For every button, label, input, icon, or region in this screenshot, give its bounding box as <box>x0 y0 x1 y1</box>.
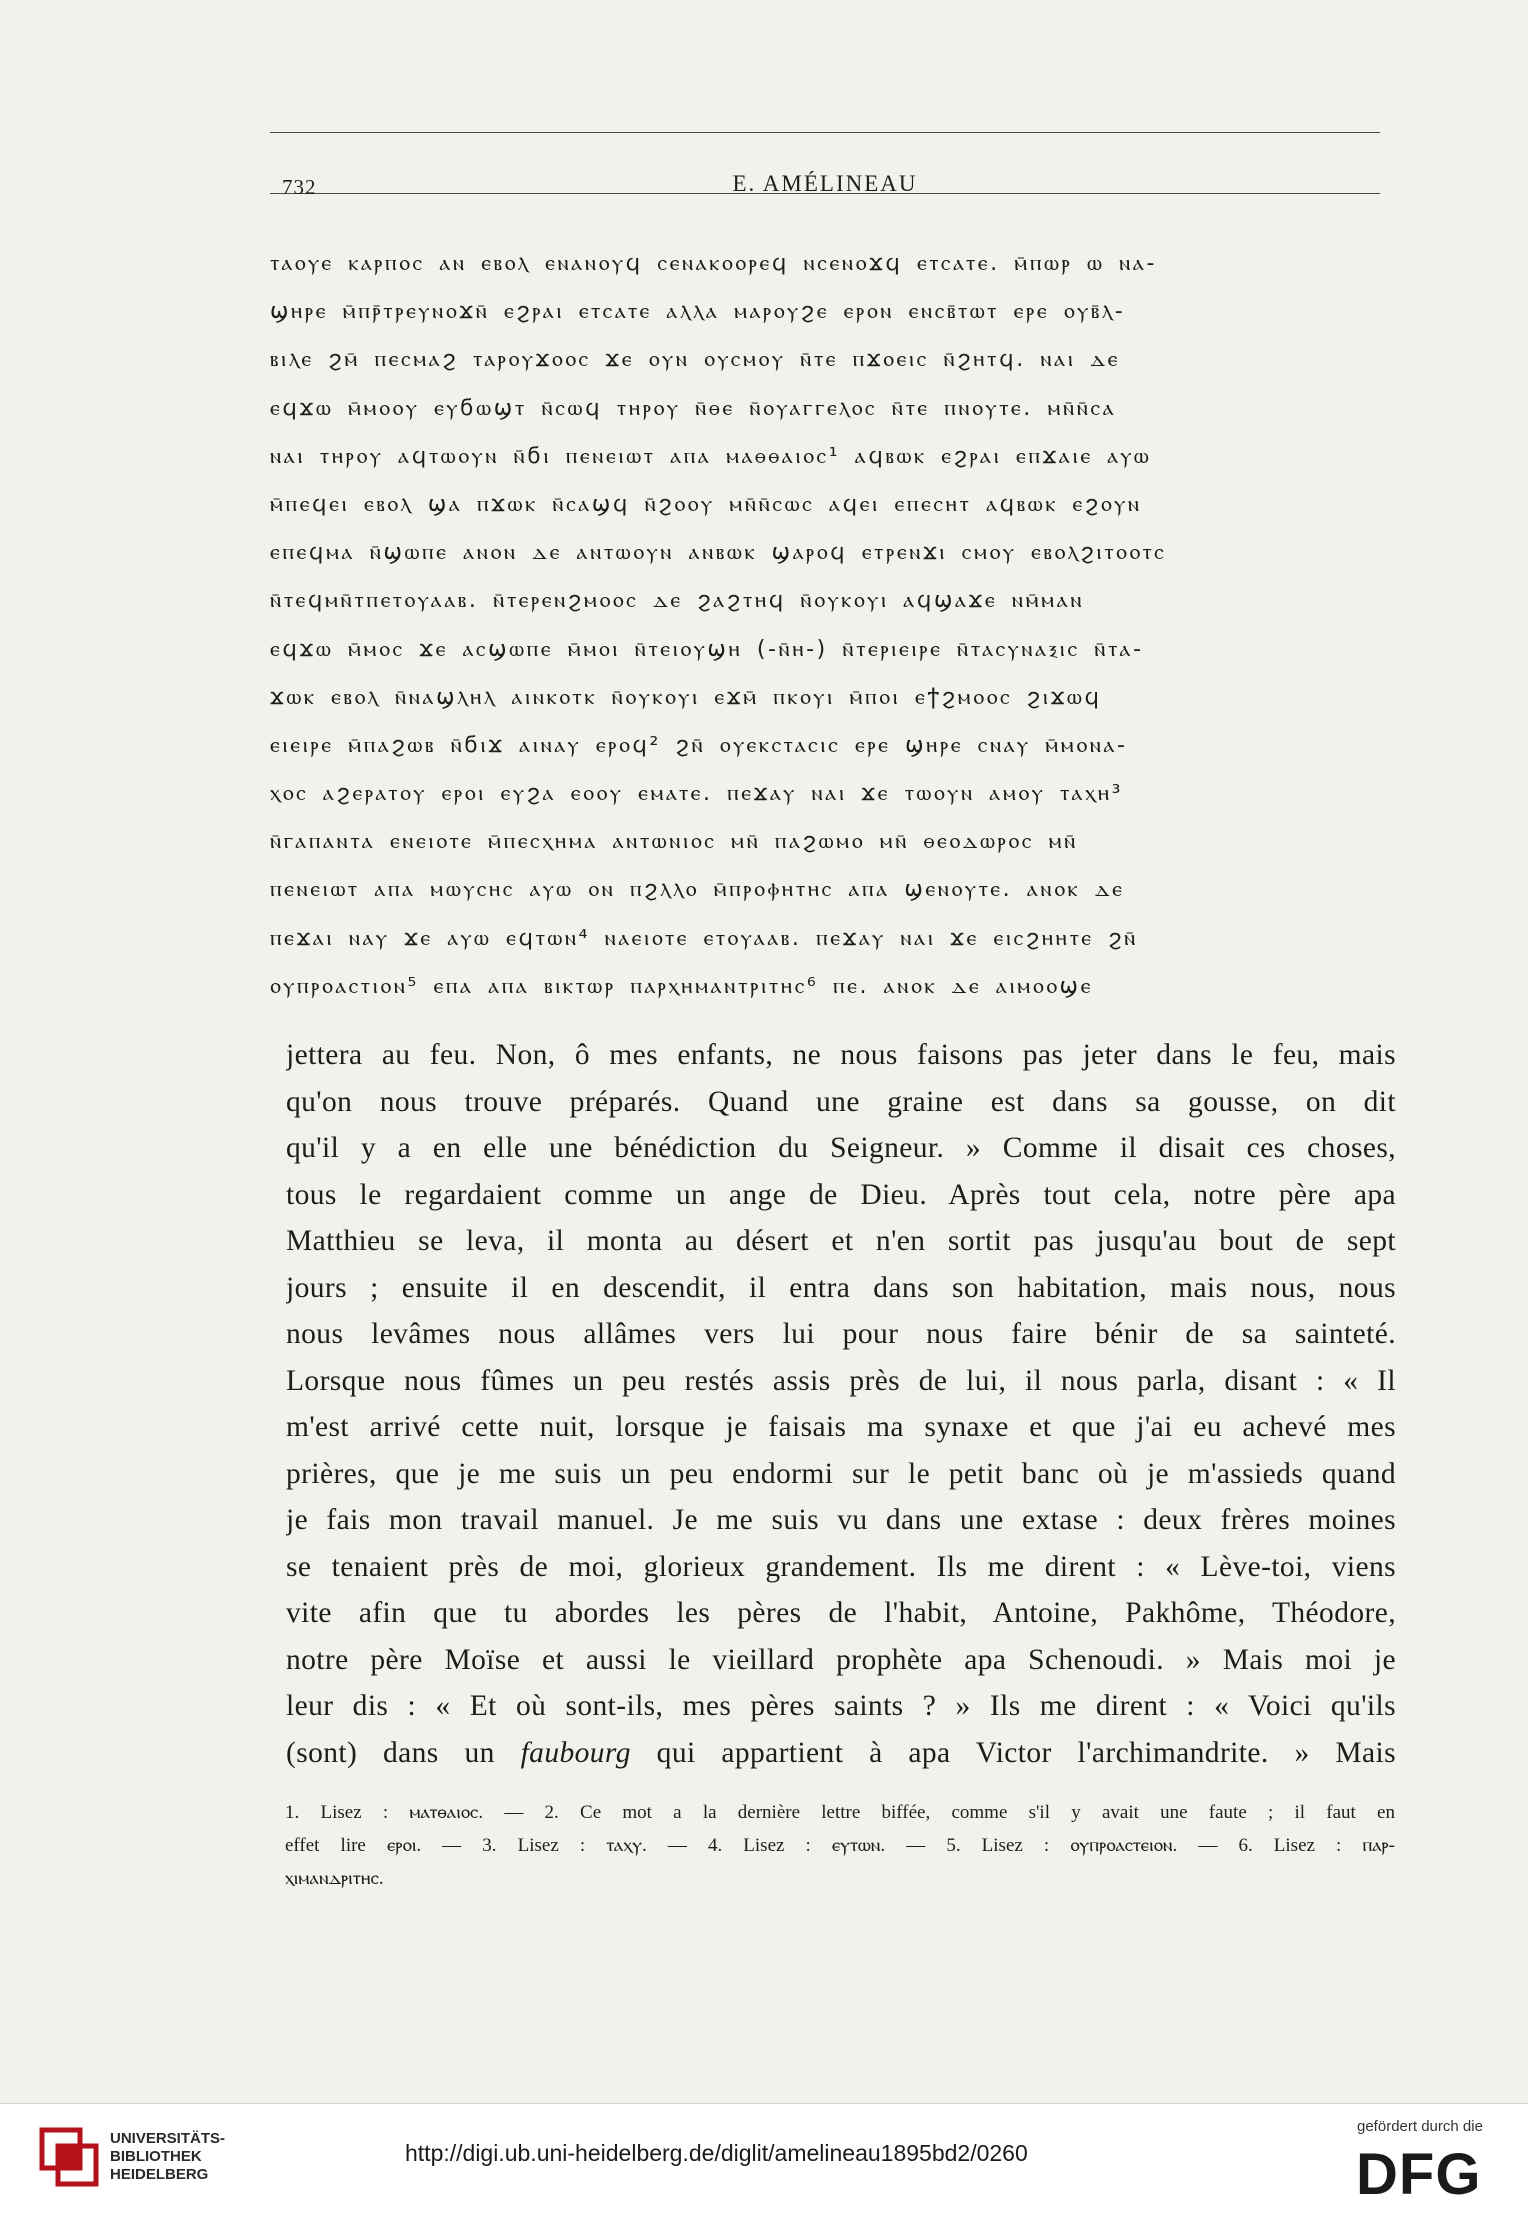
coptic-line: ⲛⲁⲓ ⲧⲏⲣⲟⲩ ⲁϥⲧⲱⲟⲩⲛ ⲛ̄ϭⲓ ⲡⲉⲛⲉⲓⲱⲧ ⲁⲡⲁ ⲙⲁⲑⲑⲁⲓⲟⲥ¹ ⲁϥⲃⲱⲕ ⲉϩⲣⲁⲓ ⲉⲡϫⲁⲓⲉ ⲁⲩⲱ <box>270 443 1152 469</box>
coptic-line: ⲉⲓⲉⲓⲣⲉ ⲙ̄ⲡⲁϩⲱⲃ ⲛ̄ϭⲓϫ ⲁⲓⲛⲁⲩ ⲉⲣⲟϥ² ϩⲛ̄ ⲟⲩⲉⲕⲥⲧⲁⲥⲓⲥ ⲉⲣⲉ ϣⲏⲣⲉ ⲥⲛⲁⲩ ⲙ̄ⲙⲟⲛⲁ- <box>270 732 1128 758</box>
coptic-line: ⲛ̄ⲅⲁⲡⲁⲛⲧⲁ ⲉⲛⲉⲓⲟⲧⲉ ⲙ̄ⲡⲉⲥⲭⲏⲙⲁ ⲁⲛⲧⲱⲛⲓⲟⲥ ⲙⲛ̄ ⲡⲁϩⲱⲙⲟ ⲙⲛ̄ ⲑⲉⲟⲇⲱⲣⲟⲥ ⲙⲛ̄ <box>270 829 1078 855</box>
sponsor-caption: gefördert durch die <box>1357 2118 1483 2135</box>
french-line: m'est arrivé cette nuit, lorsque je faisais ma synaxe et que j'ai eu achevé mes <box>286 1411 1396 1443</box>
footnote-line: ⲭⲓⲙⲁⲛⲇⲣⲓⲧⲏⲥ. <box>285 1868 384 1889</box>
page-number: 732 <box>282 175 317 199</box>
french-line: qu'il y a en elle une bénédiction du Seigneur. » Comme il disait ces choses, <box>286 1132 1396 1164</box>
french-line-last <box>286 1730 1396 1777</box>
coptic-line: ⲉⲡⲉϥⲙⲁ ⲛ̄ϣⲱⲡⲉ ⲁⲛⲟⲛ ⲇⲉ ⲁⲛⲧⲱⲟⲩⲛ ⲁⲛⲃⲱⲕ ϣⲁⲣⲟϥ ⲉⲧⲣⲉⲛϫⲓ ⲥⲙⲟⲩ ⲉⲃⲟⲗϩⲓⲧⲟⲟⲧⲥ <box>270 540 1167 566</box>
french-line: qu'on nous trouve préparés. Quand une graine est dans sa gousse, on dit <box>286 1085 1396 1118</box>
coptic-text-block <box>270 240 1395 1011</box>
french-line: jours ; ensuite il en descendit, il entra dans son habitation, mais nous, nous <box>286 1271 1396 1304</box>
library-name-line: BIBLIOTHEK <box>110 2148 202 2165</box>
footnote-line: 1. Lisez : ⲙⲁⲧⲑⲁⲓⲟⲥ. — 2. Ce mot a la dernière lettre biffée, comme s'il y avait une faute ; il faut en <box>285 1802 1395 1823</box>
coptic-line: ⲡⲉⲛⲉⲓⲱⲧ ⲁⲡⲁ ⲙⲱⲩⲥⲏⲥ ⲁⲩⲱ ⲟⲛ ⲡϩⲗⲗⲟ ⲙ̄ⲡⲣⲟⲫⲏⲧⲏⲥ ⲁⲡⲁ ϣⲉⲛⲟⲩⲧⲉ. ⲁⲛⲟⲕ ⲇⲉ <box>270 877 1125 903</box>
coptic-line: ⲡⲉϫⲁⲓ ⲛⲁⲩ ϫⲉ ⲁⲩⲱ ⲉϥⲧⲱⲛ⁴ ⲛⲁⲉⲓⲟⲧⲉ ⲉⲧⲟⲩⲁⲁⲃ. ⲡⲉϫⲁⲩ ⲛⲁⲓ ϫⲉ ⲉⲓⲥϩⲏⲏⲧⲉ ϩⲛ̄ <box>270 925 1138 951</box>
french-line: tous le regardaient comme un ange de Dieu. Après tout cela, notre père apa <box>286 1178 1396 1211</box>
french-last-after: qui appartient à apa Victor l'archimandrite. » Mais <box>630 1736 1396 1769</box>
french-line: vite afin que tu abordes les pères de l'habit, Antoine, Pakhôme, Théodore, <box>286 1597 1396 1629</box>
coptic-line: ϫⲱⲕ ⲉⲃⲟⲗ ⲛ̄ⲛⲁϣⲗⲏⲗ ⲁⲓⲛⲕⲟⲧⲕ ⲛ̄ⲟⲩⲕⲟⲩⲓ ⲉϫⲙ̄ ⲡⲕⲟⲩⲓ ⲙ̄ⲡⲟⲓ ⲉϯϩⲙⲟⲟⲥ ϩⲓϫⲱϥ <box>270 684 1102 710</box>
coptic-line: ⲉϥϫⲱ ⲙ̄ⲙⲟⲥ ϫⲉ ⲁⲥϣⲱⲡⲉ ⲙ̄ⲙⲟⲓ ⲛ̄ⲧⲉⲓⲟⲩϣⲏ (-ⲛ̄ⲏ-) ⲛ̄ⲧⲉⲣⲓⲉⲓⲣⲉ ⲛ̄ⲧⲁⲥⲩⲛⲁⲝⲓⲥ ⲛ̄ⲧⲁ- <box>270 636 1144 662</box>
french-italic-word: faubourg <box>520 1736 631 1769</box>
running-head: E. AMÉLINEAU <box>732 171 918 196</box>
university-library-logo-icon <box>38 2126 100 2188</box>
digitization-footer <box>0 2103 1528 2216</box>
french-line: nous levâmes nous allâmes vers lui pour nous faire bénir de sa sainteté. <box>286 1318 1396 1350</box>
permalink[interactable]: http://digi.ub.uni-heidelberg.de/diglit/amelineau1895bd2/0260 <box>405 2140 1028 2166</box>
page-header <box>270 132 1380 199</box>
footnotes <box>285 1796 1395 1895</box>
footnote-line: effet lire ⲉⲣⲟⲓ. — 3. Lisez : ⲧⲁⲭⲩ. — 4. Lisez : ⲉⲩⲧⲱⲛ. — 5. Lisez : ⲟⲩⲡⲣⲟⲁⲥⲧⲉⲓⲟⲛ. — 6. Lisez : ⲡⲁⲣ- <box>285 1835 1395 1856</box>
coptic-line: ⲛ̄ⲧⲉϥⲙⲛ̄ⲧⲡⲉⲧⲟⲩⲁⲁⲃ. ⲛ̄ⲧⲉⲣⲉⲛϩⲙⲟⲟⲥ ⲇⲉ ϩⲁϩⲧⲏϥ ⲛ̄ⲟⲩⲕⲟⲩⲓ ⲁϥϣⲁϫⲉ ⲛⲙ̄ⲙⲁⲛ <box>270 588 1085 614</box>
library-name <box>110 2130 225 2184</box>
french-line: leur dis : « Et où sont-ils, mes pères saints ? » Ils me dirent : « Voici qu'ils <box>286 1690 1396 1722</box>
french-line: se tenaient près de moi, glorieux grandement. Ils me dirent : « Lève-toi, viens <box>286 1550 1396 1583</box>
library-name-line: HEIDELBERG <box>110 2166 209 2183</box>
french-line: je fais mon travail manuel. Je me suis vu dans une extase : deux frères moines <box>286 1504 1396 1536</box>
coptic-line: ⲉϥϫⲱ ⲙ̄ⲙⲟⲟⲩ ⲉⲩϭⲱϣⲧ ⲛ̄ⲥⲱϥ ⲧⲏⲣⲟⲩ ⲛ̄ⲑⲉ ⲛ̄ⲟⲩⲁⲅⲅⲉⲗⲟⲥ ⲛ̄ⲧⲉ ⲡⲛⲟⲩⲧⲉ. ⲙⲛ̄ⲛ̄ⲥⲁ <box>270 395 1117 421</box>
french-line: Lorsque nous fûmes un peu restés assis près de lui, il nous parla, disant : « Il <box>286 1364 1396 1397</box>
french-line: jettera au feu. Non, ô mes enfants, ne nous faisons pas jeter dans le feu, mais <box>286 1039 1396 1071</box>
french-line: Matthieu se leva, il monta au désert et n'en sortit pas jusqu'au bout de sept <box>286 1225 1396 1257</box>
dfg-logo: DFG <box>1356 2142 1482 2207</box>
coptic-line: ⲟⲩⲡⲣⲟⲁⲥⲧⲓⲟⲛ⁵ ⲉⲡⲁ ⲁⲡⲁ ⲃⲓⲕⲧⲱⲣ ⲡⲁⲣⲭⲏⲙⲁⲛⲧⲣⲓⲧⲏⲥ⁶ ⲡⲉ. ⲁⲛⲟⲕ ⲇⲉ ⲁⲓⲙⲟⲟϣⲉ <box>270 973 1093 999</box>
french-line: prières, que je me suis un peu endormi sur le petit banc où je m'assieds quand <box>286 1457 1396 1490</box>
coptic-line: ⲧⲁⲟⲩⲉ ⲕⲁⲣⲡⲟⲥ ⲁⲛ ⲉⲃⲟⲗ ⲉⲛⲁⲛⲟⲩϥ ⲥⲉⲛⲁⲕⲟⲟⲣⲉϥ ⲛⲥⲉⲛⲟϫϥ ⲉⲧⲥⲁⲧⲉ. ⲙ̄ⲡⲱⲣ ⲱ ⲛⲁ- <box>270 251 1158 276</box>
coptic-line: ⲃⲓⲗⲉ ϩⲙ̄ ⲡⲉⲥⲙⲁϩ ⲧⲁⲣⲟⲩϫⲟⲟⲥ ϫⲉ ⲟⲩⲛ ⲟⲩⲥⲙⲟⲩ ⲛ̄ⲧⲉ ⲡϫⲟⲉⲓⲥ ⲛ̄ϩⲏⲧϥ. ⲛⲁⲓ ⲇⲉ <box>270 347 1120 373</box>
coptic-line: ϣⲏⲣⲉ ⲙ̄ⲡⲣ̄ⲧⲣⲉⲩⲛⲟϫⲛ̄ ⲉϩⲣⲁⲓ ⲉⲧⲥⲁⲧⲉ ⲁⲗⲗⲁ ⲙⲁⲣⲟⲩϩⲉ ⲉⲣⲟⲛ ⲉⲛⲥⲃ̄ⲧⲱⲧ ⲉⲣⲉ ⲟⲩⲃ̄ⲗ- <box>270 299 1126 325</box>
french-translation-block <box>286 1032 1396 1776</box>
french-line: notre père Moïse et aussi le vieillard prophète apa Schenoudi. » Mais moi je <box>286 1643 1396 1676</box>
coptic-line: ⲙ̄ⲡⲉϥⲉⲓ ⲉⲃⲟⲗ ϣⲁ ⲡϫⲱⲕ ⲛ̄ⲥⲁϣϥ ⲛ̄ϩⲟⲟⲩ ⲙⲛ̄ⲛ̄ⲥⲱⲥ ⲁϥⲉⲓ ⲉⲡⲉⲥⲏⲧ ⲁϥⲃⲱⲕ ⲉϩⲟⲩⲛ <box>270 491 1142 517</box>
library-name-line: UNIVERSITÄTS- <box>110 2130 226 2147</box>
french-last-before: (sont) dans un <box>286 1736 521 1769</box>
coptic-line: ⲭⲟⲥ ⲁϩⲉⲣⲁⲧⲟⲩ ⲉⲣⲟⲓ ⲉⲩϩⲁ ⲉⲟⲟⲩ ⲉⲙⲁⲧⲉ. ⲡⲉϫⲁⲩ ⲛⲁⲓ ϫⲉ ⲧⲱⲟⲩⲛ ⲁⲙⲟⲩ ⲧⲁⲭⲏ³ <box>270 781 1124 807</box>
